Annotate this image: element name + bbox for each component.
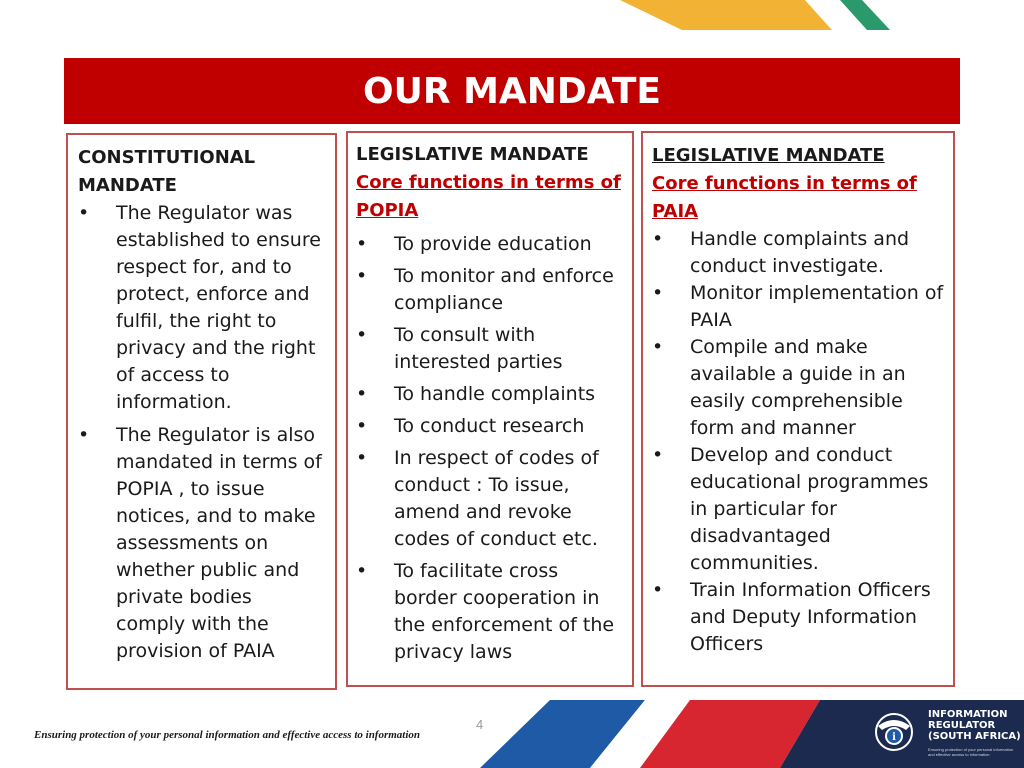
paia-list: [652, 226, 945, 658]
title-banner: [64, 58, 960, 124]
paia-heading: LEGISLATIVE MANDATE: [652, 145, 885, 166]
top-decoration: [600, 0, 900, 32]
logo-line-3: (SOUTH AFRICA): [928, 731, 1021, 742]
svg-text:i: i: [892, 732, 896, 743]
list-item: • Monitor implementation of PAIA: [652, 280, 945, 334]
constitutional-mandate-box: [66, 133, 337, 690]
popia-subheading: Core functions in terms of POPIA: [356, 172, 621, 221]
popia-mandate-box: [346, 131, 634, 687]
list-item: • To provide education: [356, 231, 624, 258]
list-item: • To consult with interested parties: [356, 322, 624, 376]
logo-small-text: Ensuring protection of your personal information and effective access to information: [928, 747, 1014, 757]
popia-heading: LEGISLATIVE MANDATE: [356, 144, 589, 165]
page-number: 4: [476, 717, 484, 732]
list-item: • To handle complaints: [356, 381, 624, 408]
list-item: • To conduct research: [356, 413, 624, 440]
constitutional-list: [78, 200, 325, 665]
regulator-emblem-icon: [870, 710, 918, 754]
paia-mandate-box: [641, 131, 955, 687]
list-item: • In respect of codes of conduct : To issue, amend and revoke codes of conduct etc.: [356, 445, 624, 553]
list-item: • Compile and make available a guide in an easily comprehensible form and manner: [652, 334, 945, 442]
bottom-decoration: [440, 698, 860, 768]
logo-line-1: INFORMATION: [928, 709, 1008, 720]
constitutional-heading: CONSTITUTIONAL MANDATE: [78, 147, 256, 196]
footer-tagline: Ensuring protection of your personal information and effective access to information: [34, 729, 421, 741]
list-item: • The Regulator is also mandated in terms of POPIA , to issue notices, and to make assessments on whether public and private bodies comply with the provision of PAIA: [78, 422, 325, 665]
list-item: • Develop and conduct educational programmes in particular for disadvantaged communities.: [652, 442, 945, 577]
logo-line-2: REGULATOR: [928, 720, 996, 731]
popia-list: [356, 231, 624, 666]
list-item: • The Regulator was established to ensure respect for, and to protect, enforce and fulfil, the right to privacy and the right of access to information.: [78, 200, 325, 416]
list-item: • Train Information Officers and Deputy Information Officers: [652, 577, 945, 658]
information-regulator-logo: [848, 700, 1024, 768]
list-item: • To facilitate cross border cooperation in the enforcement of the privacy laws: [356, 558, 624, 666]
logo-wordmark: [928, 709, 1021, 742]
page-title: OUR MANDATE: [362, 70, 661, 112]
paia-subheading: Core functions in terms of PAIA: [652, 173, 917, 222]
list-item: • Handle complaints and conduct investigate.: [652, 226, 945, 280]
list-item: • To monitor and enforce compliance: [356, 263, 624, 317]
